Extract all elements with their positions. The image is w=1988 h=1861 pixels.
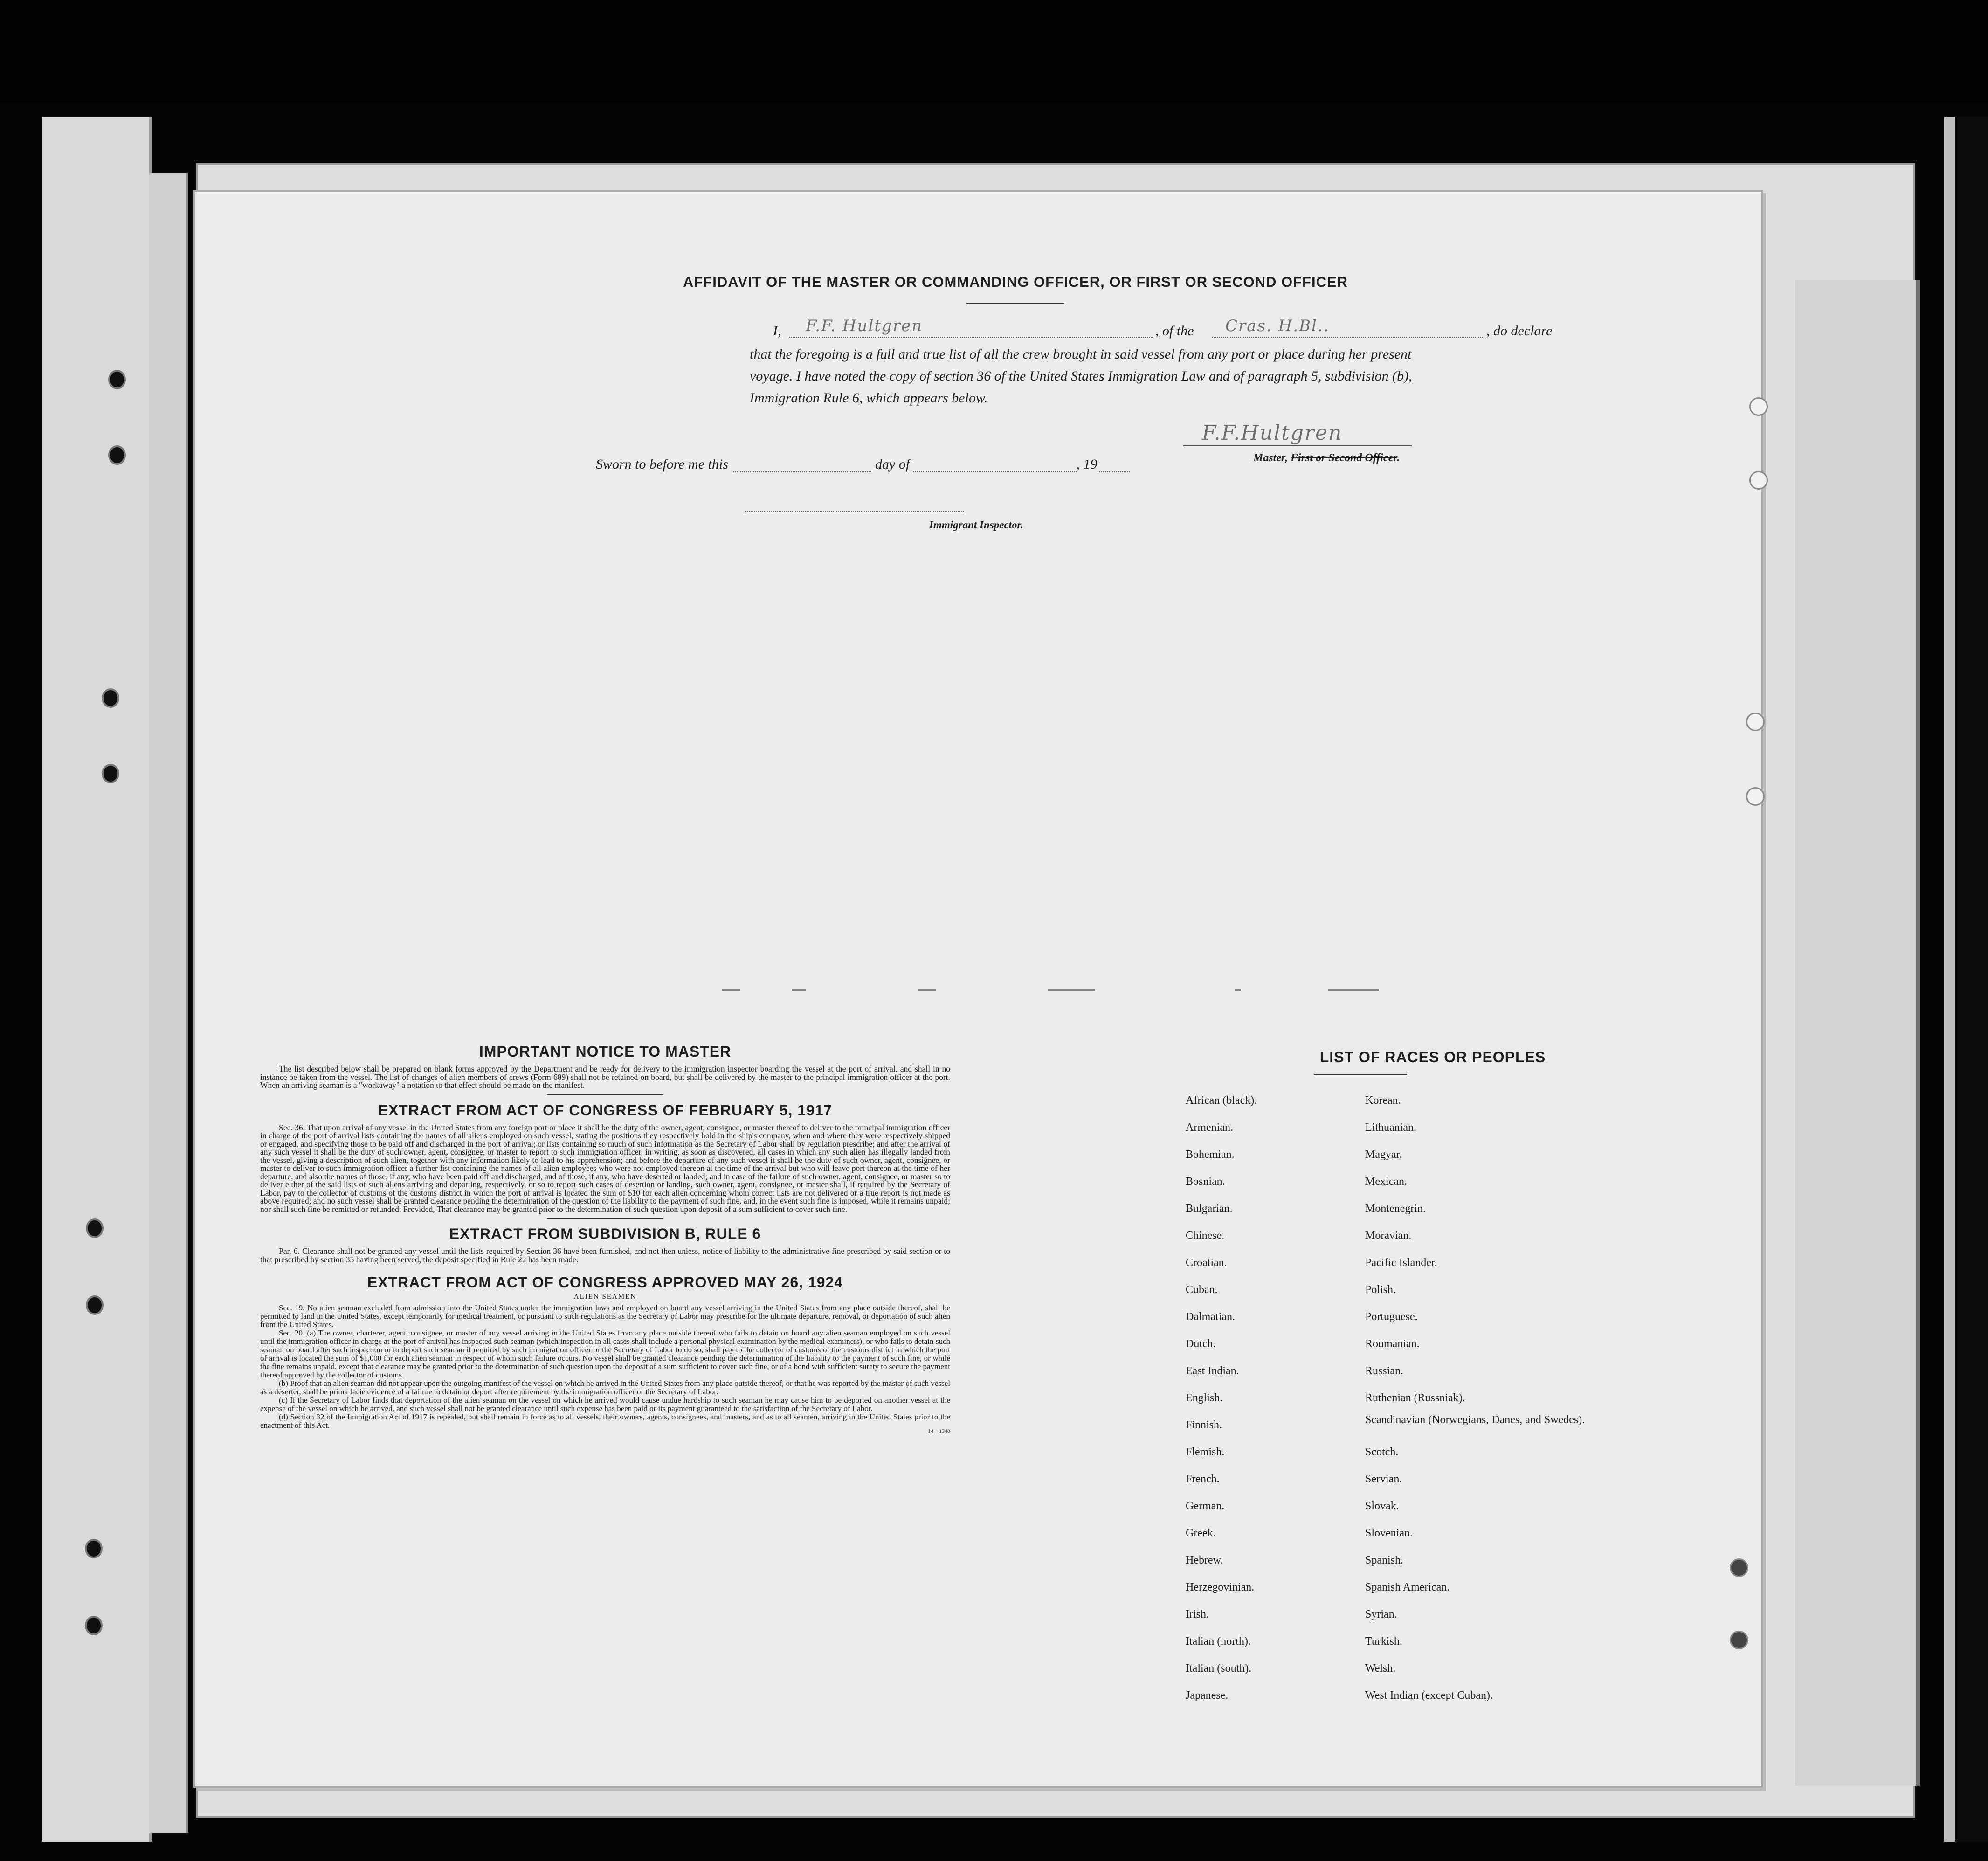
race-item: Chinese. [1186, 1230, 1225, 1242]
affidavit-body [545, 317, 1645, 409]
sworn-year-field [1098, 457, 1130, 472]
form-code: 14—1340 [928, 1428, 950, 1434]
race-item: Croatian. [1186, 1257, 1227, 1269]
race-item: Armenian. [1186, 1121, 1233, 1134]
sworn-line [596, 457, 1249, 472]
race-item: Bulgarian. [1186, 1203, 1233, 1215]
race-item: Dalmatian. [1186, 1311, 1235, 1323]
race-item: Spanish. [1365, 1554, 1404, 1566]
affidavit-title: AFFIDAVIT OF THE MASTER OR COMMANDING OFFICER, OR FIRST OR SECOND OFFICER [683, 274, 1348, 290]
signature-line [1183, 445, 1412, 446]
binder-hole-icon [108, 370, 126, 389]
race-item: Japanese. [1186, 1689, 1229, 1702]
faint-print-marks [722, 989, 1468, 998]
underlying-sheet-edge [1795, 280, 1920, 1786]
notices-column [260, 1043, 950, 1435]
race-item: Flemish. [1186, 1446, 1225, 1458]
affidavit-line-2: that the foregoing is a full and true list of all the crew brought in said vessel from any port or place during her present [750, 346, 1412, 362]
race-item: Polish. [1365, 1284, 1396, 1296]
extract-1917-text: Sec. 36. That upon arrival of any vessel in the United States from any foreign port or place it shall be the duty of the owner, agent, consignee, or master thereof to deliver to the principal immigration officer in charge of the port of arrival lists containing the names of all aliens employed on such vessel, stating the positions they respectively hold in the ship's company, when and where they were respectively shipped or engaged, and specifying those to be paid off and discharged in the port of arrival; or lists containing so much of such information as the Secretary of Labor shall by regulation prescribe; and after the arrival of any such vessel it shall be the duty of such owner, agent, consignee, or master to report to such immigration officer, in writing, as soon as discovered, all cases in which any such alien has illegally landed from the vessel, giving a description of such alien, together with any information likely to lead to his apprehension; and before the departure of any such vessel it shall be the duty of such owner, agent, consignee, or master to deliver to such immigration officer a further list containing the names of all alien employees who were not employed thereon at the time of the arrival but who will leave port thereon at the time of her departure, and also the names of those, if any, who have been paid off and discharged, and of those, if any, who have deserted or landed; and in case of the failure of such owner, agent, consignee, or master so to deliver either of the said lists of such aliens arriving and departing, respectively, or so to report such cases of desertion or landing, such owner, agent, consignee, or master shall, if required by the Secretary of Labor, pay to the collector of customs of the customs district in which the port of arrival is located the sum of $10 for each alien concerning whom correct lists are not delivered or a true report is not made as above required; and no such vessel shall be granted clearance pending the determination of the question of the liability to the payment of such fine, and, in the event such fine is imposed, while it remains unpaid; nor shall such fine be remitted or refunded: Provided, That clearance may be granted prior to the determination of such question upon deposit of a sum sufficient to cover such fine. [260, 1122, 950, 1214]
races-title: LIST OF RACES OR PEOPLES [1319, 1049, 1546, 1065]
extract-1924-sec20d: (d) Section 32 of the Immigration Act of 1917 is repealed, but shall remain in force as to all vessels, their owners, agents, consignees, and masters, and as to all seamen, arriving in the United States prior to the enactment of this Act. [260, 1412, 950, 1430]
alien-seamen-subhead: ALIEN SEAMEN [573, 1293, 637, 1301]
race-item: Mexican. [1365, 1176, 1407, 1188]
sheet-hole-icon [1730, 1558, 1748, 1577]
of-the-label: , of the [1155, 323, 1194, 339]
race-item: Magyar. [1365, 1148, 1402, 1161]
signer-name-handwritten: F.F. Hultgren [806, 317, 923, 335]
binder-hole-icon [102, 688, 119, 708]
races-left-column [1186, 1087, 1381, 1709]
binder-hole-icon [102, 764, 119, 783]
signature-caption-master: Master, [1253, 452, 1291, 464]
sheet-hole-icon [1749, 397, 1768, 416]
race-item: Italian (north). [1186, 1635, 1251, 1647]
sheet-hole-icon [1730, 1631, 1748, 1649]
extract-1924-sec20c: (c) If the Secretary of Labor finds that deportation of the alien seaman on the vessel on which he arrived would cause undue hardship to such seaman he may cause him to be deported on another vessel at the expense of the vessel on which he arrived, and such vessel shall not be granted clearance until such expense has been paid or its payment guaranteed to the satisfaction of the Secretary of Labor. [260, 1396, 950, 1413]
race-item: Pacific Islander. [1365, 1257, 1437, 1269]
race-item: Cuban. [1186, 1284, 1218, 1296]
race-item: Bohemian. [1186, 1148, 1235, 1161]
race-item: Herzegovinian. [1186, 1581, 1255, 1593]
section-rule [547, 1218, 663, 1219]
vessel-name-handwritten: Cras. H.Bl.. [1225, 317, 1330, 335]
right-binder-edge [1944, 117, 1988, 1842]
inspector-signature-line [745, 510, 964, 512]
notice-title: IMPORTANT NOTICE TO MASTER [479, 1043, 732, 1060]
race-item: Bosnian. [1186, 1176, 1225, 1188]
race-item: Moravian. [1365, 1230, 1412, 1242]
race-item: Irish. [1186, 1608, 1209, 1620]
binder-hole-icon [85, 1616, 103, 1635]
sworn-month-field [913, 457, 1077, 472]
binder-hole-icon [86, 1295, 104, 1315]
year-prefix-label: , 19 [1076, 457, 1098, 472]
race-item: Greek. [1186, 1527, 1216, 1539]
extract-1924-sec20b: (b) Proof that an alien seaman did not appear upon the outgoing manifest of the vessel on which he arrived in the United States from any place outside thereof, or that he was reported by the master of such vessel as a deserter, shall be prima facie evidence of a failure to detain or deport after requirement by the immigration officer or the Secretary of Labor. [260, 1379, 950, 1396]
race-item: Italian (south). [1186, 1662, 1252, 1674]
race-item: German. [1186, 1500, 1225, 1512]
race-item: Spanish American. [1365, 1581, 1450, 1593]
race-item: West Indian (except Cuban). [1365, 1689, 1493, 1702]
signature-caption [1253, 452, 1400, 464]
race-item: Hebrew. [1186, 1554, 1223, 1566]
extract-1924-sec19: Sec. 19. No alien seaman excluded from admission into the United States under the immigration laws and employed on board any vessel arriving in the United States from any place outside thereof, shall be permitted to land in the United States, except temporarily for medical treatment, or pursuant to such regulations as the Secretary of Labor may prescribe for the ultimate departure, removal, or deportation of such alien from the United States. [260, 1303, 950, 1329]
sheet-hole-icon [1746, 713, 1765, 731]
race-item: Lithuanian. [1365, 1121, 1416, 1134]
master-signature: F.F.Hultgren [1202, 421, 1343, 445]
affidavit-line-4: Immigration Rule 6, which appears below. [750, 390, 988, 406]
race-item: African (black). [1186, 1094, 1257, 1107]
extract-1917-title: EXTRACT FROM ACT OF CONGRESS OF FEBRUARY 5, 1917 [378, 1101, 833, 1119]
race-item: French. [1186, 1473, 1220, 1485]
section-rule [547, 1094, 663, 1095]
sheet-hole-icon [1749, 471, 1768, 490]
sworn-day-field [732, 457, 871, 472]
races-right-column [1365, 1087, 1585, 1709]
signature-caption-struck: First or Second Officer [1291, 452, 1397, 464]
scan-dark-border [0, 0, 1988, 103]
race-item: Portuguese. [1365, 1311, 1418, 1323]
race-item: Roumanian. [1365, 1338, 1420, 1350]
binder-strip [42, 117, 152, 1842]
race-item: Scotch. [1365, 1446, 1399, 1458]
extract-rule6-text: Par. 6. Clearance shall not be granted any vessel until the lists required by Section 36 have been furnished, and not then unless, notice of liability to the administrative fine prescribed by said section or to that prescribed by section 35 having been served, the deposit specified in Rule 22 has been made. [260, 1246, 950, 1264]
race-item: Montenegrin. [1365, 1203, 1426, 1215]
binder-hole-icon [85, 1539, 103, 1558]
race-item: Russian. [1365, 1365, 1404, 1377]
race-item: Ruthenian (Russniak). [1365, 1392, 1465, 1404]
race-item: English. [1186, 1392, 1223, 1404]
sheet-hole-icon [1746, 787, 1765, 806]
affidavit-line-3: voyage. I have noted the copy of section 36 of the United States Immigration Law and of paragraph 5, subdivision (b), [750, 368, 1412, 384]
race-item: Servian. [1365, 1473, 1402, 1485]
races-rule [1314, 1074, 1407, 1075]
extract-rule6-title: EXTRACT FROM SUBDIVISION B, RULE 6 [449, 1225, 761, 1242]
do-declare-label: , do declare [1486, 323, 1553, 339]
binder-hole-icon [86, 1218, 104, 1238]
extract-1924-sec20a: Sec. 20. (a) The owner, charterer, agent, consignee, or master of any vessel arriving in the United States from any place outside thereof who fails to detain on board any alien seaman employed on such vessel until the immigration officer in charge at the port of arrival has inspected such seaman (which inspection in all cases shall include a personal physical examination by the medical examiners), or who fails to detain such seaman on board after such inspection or to deport such seaman if required by such immigration officer or the Secretary of Labor to do so, shall pay to the collector of customs of the customs district in which the port of arrival is located the sum of $1,000 for each alien seaman in respect of whom such failure occurs. No vessel shall be granted clearance pending the determination of the liability to the payment of such fine, or while the fine remains unpaid, except that clearance may be granted prior to the determination of such question upon the deposit of a sum sufficient to cover such fine, or of a bond with sufficient surety to secure the payment thereof approved by the collector of customs. [260, 1328, 950, 1379]
race-item: Slovenian. [1365, 1527, 1413, 1539]
binder-hole-icon [108, 445, 126, 465]
race-item: Korean. [1365, 1094, 1401, 1107]
manifest-sheet [193, 190, 1763, 1788]
i-label: I, [773, 323, 781, 339]
race-item: Slovak. [1365, 1500, 1399, 1512]
binder-strip-inner [149, 173, 188, 1833]
inspector-label: Immigrant Inspector. [929, 519, 1023, 531]
notice-text: The list described below shall be prepared on blank forms approved by the Department and be ready for delivery to the immigration inspector boarding the vessel at the port of arrival, and shall in no instance be taken from the vessel. The list of changes of alien members of crews (Form 689) shall not be retained on board, but shall be delivered by the master to the principal immigration officer at the port. When an arriving seaman is a "workaway" a notation to that effect should be made on the manifest. [260, 1064, 950, 1090]
day-of-label: day of [875, 457, 910, 472]
race-item: Dutch. [1186, 1338, 1216, 1350]
sworn-label: Sworn to before me this [596, 457, 728, 472]
signature-caption-period: . [1397, 452, 1400, 464]
race-item: Turkish. [1365, 1635, 1402, 1647]
race-item: Scandinavian (Norwegians, Danes, and Swedes). [1365, 1414, 1585, 1426]
race-item: Syrian. [1365, 1608, 1397, 1620]
affidavit-declaration-line [545, 317, 1645, 343]
title-rule [966, 303, 1064, 304]
race-item: East Indian. [1186, 1365, 1239, 1377]
extract-1924-title: EXTRACT FROM ACT OF CONGRESS APPROVED MAY 26, 1924 [367, 1274, 843, 1291]
race-item: Welsh. [1365, 1662, 1396, 1674]
race-item: Finnish. [1186, 1419, 1222, 1431]
